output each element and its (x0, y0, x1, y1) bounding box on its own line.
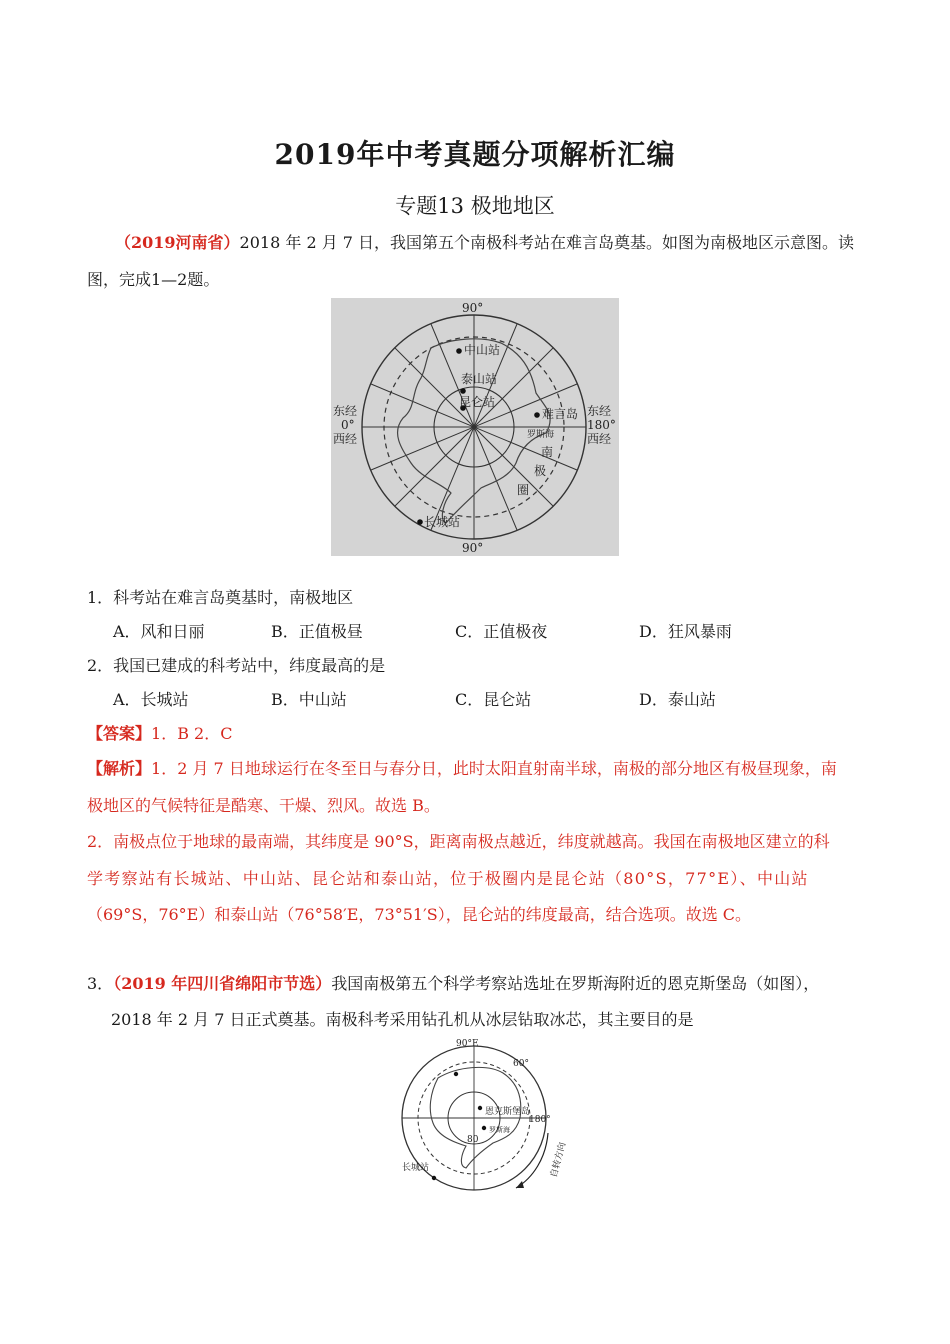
analysis-line3: 2．南极点位于地球的最南端，其纬度是 90°S，距离南极点越近，纬度就越高。我国在南极地区建立的科 (87, 832, 830, 851)
map1-circle-label-1: 南 (541, 445, 554, 459)
q2-option-b: B．中山站 (271, 690, 347, 709)
map1-sea-label: 罗斯海 (527, 430, 555, 440)
map1-left-lon-zero: 0° (341, 418, 355, 432)
q12-source: （2019河南省） (115, 233, 240, 252)
analysis-line2: 极地区的气候特征是酷寒、干燥、烈风。故选 B。 (87, 796, 440, 815)
analysis-line5: （69°S，76°E）和泰山站（76°58′E，73°51′S），昆仑站的纬度最高，结合选项。故选 C。 (87, 905, 752, 924)
map2-rotation-label: 自转方向 (549, 1141, 569, 1179)
map1-right-lon-east: 东经 (587, 404, 612, 418)
q12-intro-line2: 图，完成1—2题。 (87, 270, 220, 289)
map1-circle-label-3: 圈 (517, 483, 530, 497)
page-title: 2019年中考真题分项解析汇编 (274, 138, 676, 171)
map2-island-label: 恩克斯堡岛 (485, 1107, 531, 1117)
q3-map-svg (388, 1038, 570, 1196)
map1-left-lon-east: 东经 (333, 404, 358, 418)
analysis-text1: 1．2 月 7 日地球运行在冬至日与春分日，此时太阳直射南半球，南极的部分地区有极昼现象，南 (151, 759, 837, 778)
analysis-line4: 学考察站有长城站、中山站、昆仑站和泰山站，位于极圈内是昆仑站（80°S，77°E）、中山站 (87, 869, 809, 888)
q1-option-b: B．正值极昼 (271, 622, 363, 641)
map2-sea-label: 罗斯海 (489, 1126, 510, 1134)
answer-label: 【答案】 (87, 724, 152, 743)
antarctic-map-figure (331, 298, 619, 556)
q12-intro-line1 (115, 230, 854, 253)
q2-option-a: A．长城站 (113, 690, 189, 709)
map2-changcheng-label: 长城站 (402, 1163, 430, 1173)
map1-right-lon-west: 西经 (587, 432, 612, 446)
q2-option-c: C．昆仑站 (455, 690, 532, 709)
map1-station-kunlun: 昆仑站 (459, 395, 496, 409)
answer-text: 1．B 2．C (151, 724, 233, 743)
q1-stem: 1．科考站在难言岛奠基时，南极地区 (87, 588, 354, 607)
map1-bottom-lon: 90° (462, 541, 484, 555)
page-subtitle: 专题13 极地地区 (395, 194, 555, 218)
map1-station-taishan: 泰山站 (461, 372, 498, 386)
q2-option-d: D．泰山站 (639, 690, 716, 709)
map1-station-changcheng: 长城站 (424, 515, 461, 529)
q1-option-d: D．狂风暴雨 (639, 622, 732, 641)
map2-top-lon: 90°E (456, 1039, 479, 1049)
q12-intro-text: 2018 年 2 月 7 日，我国第五个南极科考站在难言岛奠基。如图为南极地区示意图。读 (239, 233, 855, 252)
q1-option-c: C．正值极夜 (455, 622, 548, 641)
q3-source: （2019 年四川省绵阳市节选） (113, 974, 332, 993)
map1-circle-label-2: 极 (534, 464, 547, 478)
map1-left-lon-west: 西经 (333, 432, 358, 446)
map2-lon-180: 180° (529, 1115, 551, 1125)
q3-line1 (87, 971, 819, 994)
answer-line (87, 721, 232, 744)
q3-text1: 我国南极第五个科学考察站选址在罗斯海附近的恩克斯堡岛（如图）， (331, 974, 820, 993)
map1-station-nanyan-island: 难言岛 (542, 407, 579, 421)
antarctic-map-svg (331, 298, 619, 556)
analysis-label: 【解析】 (87, 759, 152, 778)
map1-top-lon: 90° (462, 301, 484, 315)
map1-right-lon-180: 180° (587, 418, 616, 432)
q3-map-figure (388, 1038, 570, 1196)
q1-option-a: A．风和日丽 (113, 622, 205, 641)
map1-station-zhongshan: 中山站 (464, 343, 501, 357)
map2-lon-60: 60° (513, 1059, 529, 1069)
q2-stem: 2．我国已建成的科考站中，纬度最高的是 (87, 656, 386, 675)
q3-number: 3． (87, 974, 114, 993)
map2-lat-80: 80 (467, 1135, 479, 1145)
analysis-line1 (87, 756, 867, 779)
q3-line2: 2018 年 2 月 7 日正式奠基。南极科考采用钻孔机从冰层钻取冰芯，其主要目的是 (111, 1010, 694, 1029)
